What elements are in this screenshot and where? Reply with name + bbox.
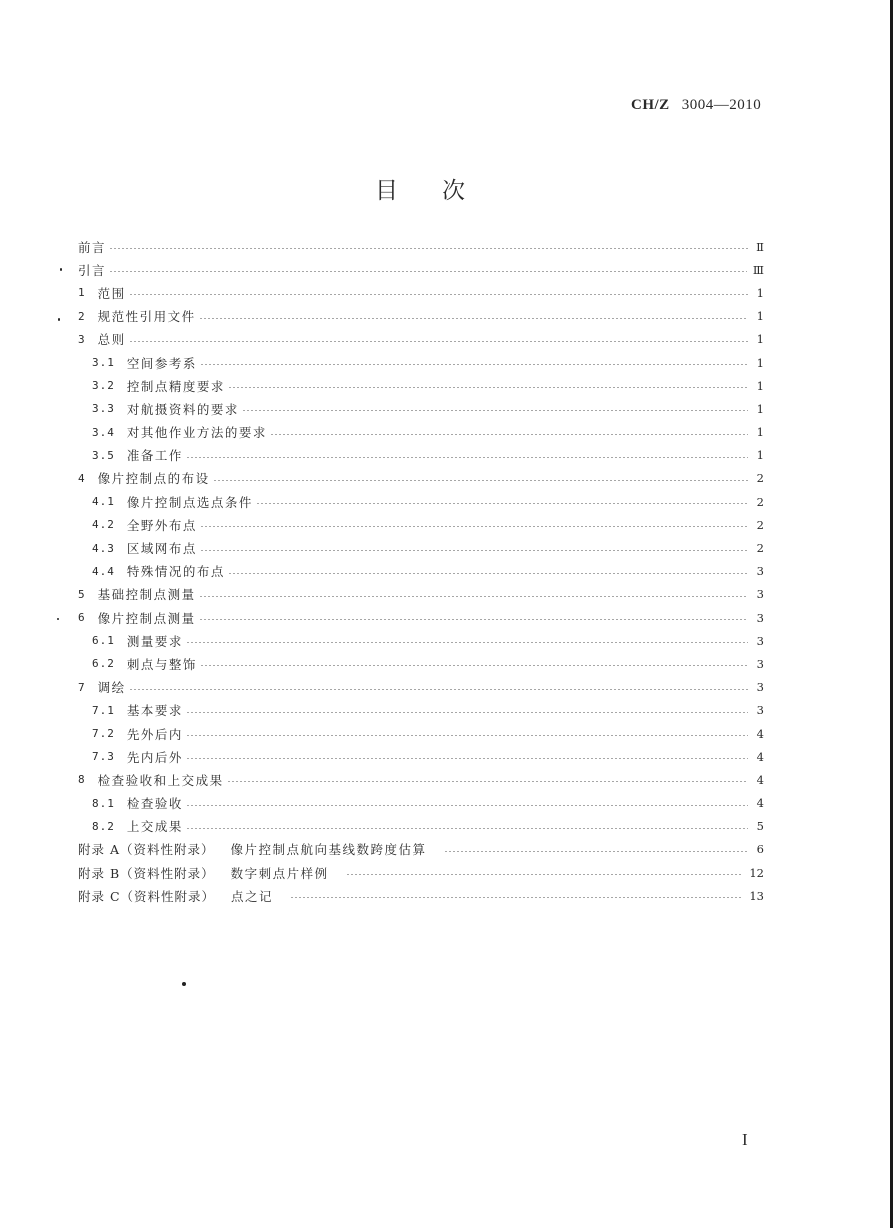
toc-entry[interactable]	[78, 699, 764, 722]
toc-entry-label: 先外后内	[126, 726, 183, 742]
toc-dot-leader	[129, 341, 748, 342]
toc-dot-leader	[346, 874, 744, 875]
toc-entry-number: 4.2	[92, 518, 115, 532]
toc-entry-page: 3	[756, 703, 764, 718]
toc-entry-number: 7.3	[92, 750, 115, 764]
toc-entry-page: 1	[756, 285, 764, 300]
toc-entry-number: 2	[78, 309, 86, 323]
toc-entry-label: 像片控制点测量	[97, 610, 196, 626]
toc-dot-leader	[242, 410, 748, 411]
toc-entry[interactable]	[78, 838, 764, 861]
scan-speck	[57, 618, 59, 620]
toc-entry[interactable]	[78, 490, 764, 513]
toc-dot-leader	[109, 271, 747, 272]
toc-entry-label: 范围	[97, 285, 126, 301]
toc-dot-leader	[199, 596, 748, 597]
toc-title: 目次	[375, 178, 509, 204]
toc-entry-label: 引言	[78, 262, 107, 278]
toc-entry[interactable]	[78, 583, 764, 606]
toc-entry-number: 3.5	[92, 448, 115, 462]
toc-entry-number: 8	[78, 773, 86, 787]
toc-entry-page: Ⅱ	[756, 239, 764, 254]
toc-dot-leader	[200, 364, 748, 365]
toc-entry[interactable]	[78, 722, 764, 745]
toc-dot-leader	[186, 758, 748, 759]
toc-dot-leader	[186, 457, 748, 458]
toc-dot-leader	[109, 248, 748, 249]
toc-dot-leader	[200, 550, 748, 551]
toc-entry[interactable]	[78, 815, 764, 838]
toc-entry-page: 12	[749, 865, 764, 880]
toc-entry-page: 2	[756, 541, 764, 556]
toc-entry[interactable]	[78, 258, 764, 281]
toc-entry-number: 3.4	[92, 425, 115, 439]
toc-dot-leader	[270, 434, 748, 435]
toc-entry-page: 3	[756, 564, 764, 579]
toc-entry[interactable]	[78, 768, 764, 791]
page-number: I	[742, 1130, 748, 1149]
toc-entry-label: 检查验收和上交成果	[97, 772, 224, 788]
toc-entry-number: 4.1	[92, 495, 115, 509]
toc-dot-leader	[228, 573, 748, 574]
toc-dot-leader	[290, 897, 743, 898]
standard-code	[631, 97, 761, 114]
toc-entry-page: 3	[756, 633, 764, 648]
table-of-contents	[78, 235, 764, 907]
toc-dot-leader	[186, 642, 748, 643]
toc-dot-leader	[227, 781, 748, 782]
toc-dot-leader	[213, 480, 748, 481]
toc-entry-page: 4	[756, 772, 764, 787]
toc-entry-page: 3	[756, 680, 764, 695]
toc-entry[interactable]	[78, 676, 764, 699]
toc-entry[interactable]	[78, 606, 764, 629]
toc-entry-number: 8.2	[92, 819, 115, 833]
toc-entry-label: 控制点精度要求	[126, 378, 225, 394]
toc-dot-leader	[200, 526, 748, 527]
toc-entry-page: 2	[756, 517, 764, 532]
standard-number: 3004—2010	[681, 97, 762, 113]
toc-entry[interactable]	[78, 560, 764, 583]
toc-entry-page: 1	[756, 401, 764, 416]
toc-entry-label: 准备工作	[126, 448, 183, 464]
toc-dot-leader	[256, 503, 748, 504]
toc-entry-number: 3.2	[92, 379, 115, 393]
toc-entry-page: 4	[756, 749, 764, 764]
toc-dot-leader	[200, 665, 748, 666]
toc-entry-label: 对其他作业方法的要求	[126, 425, 267, 441]
toc-entry[interactable]	[78, 374, 764, 397]
toc-entry-label: 先内后外	[126, 749, 183, 765]
toc-entry-number: 4.4	[92, 564, 115, 578]
toc-entry-label: 点之记	[231, 888, 274, 904]
toc-entry[interactable]	[78, 745, 764, 768]
toc-entry-number: 7.1	[92, 703, 115, 717]
toc-entry-label: 像片控制点航向基线数跨度估算	[230, 842, 427, 858]
toc-entry[interactable]	[78, 281, 764, 304]
scan-speck	[58, 318, 60, 321]
toc-entry-page: 4	[756, 726, 764, 741]
toc-entry-page: 2	[756, 471, 764, 486]
toc-entry-label: 像片控制点选点条件	[126, 494, 253, 510]
toc-entry-label: 空间参考系	[126, 355, 197, 371]
toc-entry-page: 2	[756, 494, 764, 509]
toc-entry[interactable]	[78, 328, 764, 351]
toc-entry[interactable]	[78, 884, 764, 907]
toc-entry-label: 规范性引用文件	[97, 309, 196, 325]
toc-entry-label: 全野外布点	[126, 517, 197, 533]
toc-entry-page: 1	[756, 425, 764, 440]
toc-entry-label: 基础控制点测量	[97, 587, 196, 603]
toc-entry-page: 5	[756, 819, 764, 834]
toc-entry-page: 1	[756, 378, 764, 393]
toc-entry-page: 6	[756, 842, 764, 857]
toc-entry-number: 附录 A（资料性附录）	[78, 842, 215, 858]
toc-entry-label: 特殊情况的布点	[126, 564, 225, 580]
toc-entry[interactable]	[78, 397, 764, 420]
toc-entry[interactable]	[78, 305, 764, 328]
toc-dot-leader	[129, 689, 748, 690]
toc-entry-label: 对航摄资料的要求	[126, 401, 239, 417]
toc-entry[interactable]	[78, 513, 764, 536]
toc-dot-leader	[199, 619, 748, 620]
toc-entry-number: 附录 B（资料性附录）	[78, 865, 215, 881]
toc-entry-page: 4	[756, 796, 764, 811]
toc-entry-page: 1	[756, 309, 764, 324]
toc-entry-label: 区域网布点	[126, 541, 197, 557]
scan-speck	[60, 268, 62, 271]
toc-entry-page: Ⅲ	[752, 262, 764, 277]
toc-entry-number: 4.3	[92, 541, 115, 555]
scan-speck	[182, 982, 186, 986]
toc-entry-number: 6.2	[92, 657, 115, 671]
toc-entry[interactable]	[78, 235, 764, 258]
toc-entry-number: 1	[78, 286, 86, 300]
toc-entry-label: 检查验收	[126, 796, 183, 812]
toc-entry[interactable]	[78, 467, 764, 490]
toc-entry[interactable]	[78, 652, 764, 675]
toc-entry-label: 刺点与整饰	[126, 656, 197, 672]
toc-entry-page: 13	[749, 888, 764, 903]
toc-entry-number: 6	[78, 611, 86, 625]
toc-entry[interactable]	[78, 629, 764, 652]
toc-entry-page: 1	[756, 332, 764, 347]
toc-entry-label: 像片控制点的布设	[97, 471, 210, 487]
toc-entry-page: 1	[756, 448, 764, 463]
toc-entry-label: 调绘	[97, 680, 126, 696]
toc-entry-number: 3.3	[92, 402, 115, 416]
toc-entry-label: 数字刺点片样例	[230, 865, 329, 881]
toc-entry[interactable]	[78, 444, 764, 467]
toc-dot-leader	[186, 735, 748, 736]
toc-dot-leader	[444, 851, 748, 852]
toc-dot-leader	[199, 318, 748, 319]
toc-entry-number: 6.1	[92, 634, 115, 648]
toc-entry-page: 1	[756, 355, 764, 370]
standard-prefix: CH/Z	[631, 97, 670, 113]
toc-entry[interactable]	[78, 351, 764, 374]
toc-entry-label: 上交成果	[126, 819, 183, 835]
toc-dot-leader	[129, 294, 748, 295]
toc-entry-page: 3	[756, 587, 764, 602]
toc-entry-label: 基本要求	[126, 703, 183, 719]
toc-dot-leader	[186, 828, 748, 829]
toc-entry-page: 3	[756, 656, 764, 671]
toc-entry[interactable]	[78, 792, 764, 815]
toc-entry-label: 前言	[78, 239, 107, 255]
toc-entry-number: 3	[78, 332, 86, 346]
toc-entry[interactable]	[78, 861, 764, 884]
toc-entry-number: 7.2	[92, 727, 115, 741]
toc-dot-leader	[186, 712, 748, 713]
toc-entry[interactable]	[78, 536, 764, 559]
toc-entry-number: 4	[78, 471, 86, 485]
toc-entry-number: 3.1	[92, 356, 115, 370]
toc-dot-leader	[228, 387, 748, 388]
toc-entry-label: 测量要求	[126, 633, 183, 649]
toc-entry-number: 7	[78, 680, 86, 694]
toc-dot-leader	[186, 805, 748, 806]
toc-entry-number: 5	[78, 587, 86, 601]
toc-entry-label: 总则	[97, 332, 126, 348]
toc-entry[interactable]	[78, 421, 764, 444]
toc-entry-page: 3	[756, 610, 764, 625]
toc-entry-number: 8.1	[92, 796, 115, 810]
toc-entry-number: 附录 C（资料性附录）	[78, 888, 216, 904]
